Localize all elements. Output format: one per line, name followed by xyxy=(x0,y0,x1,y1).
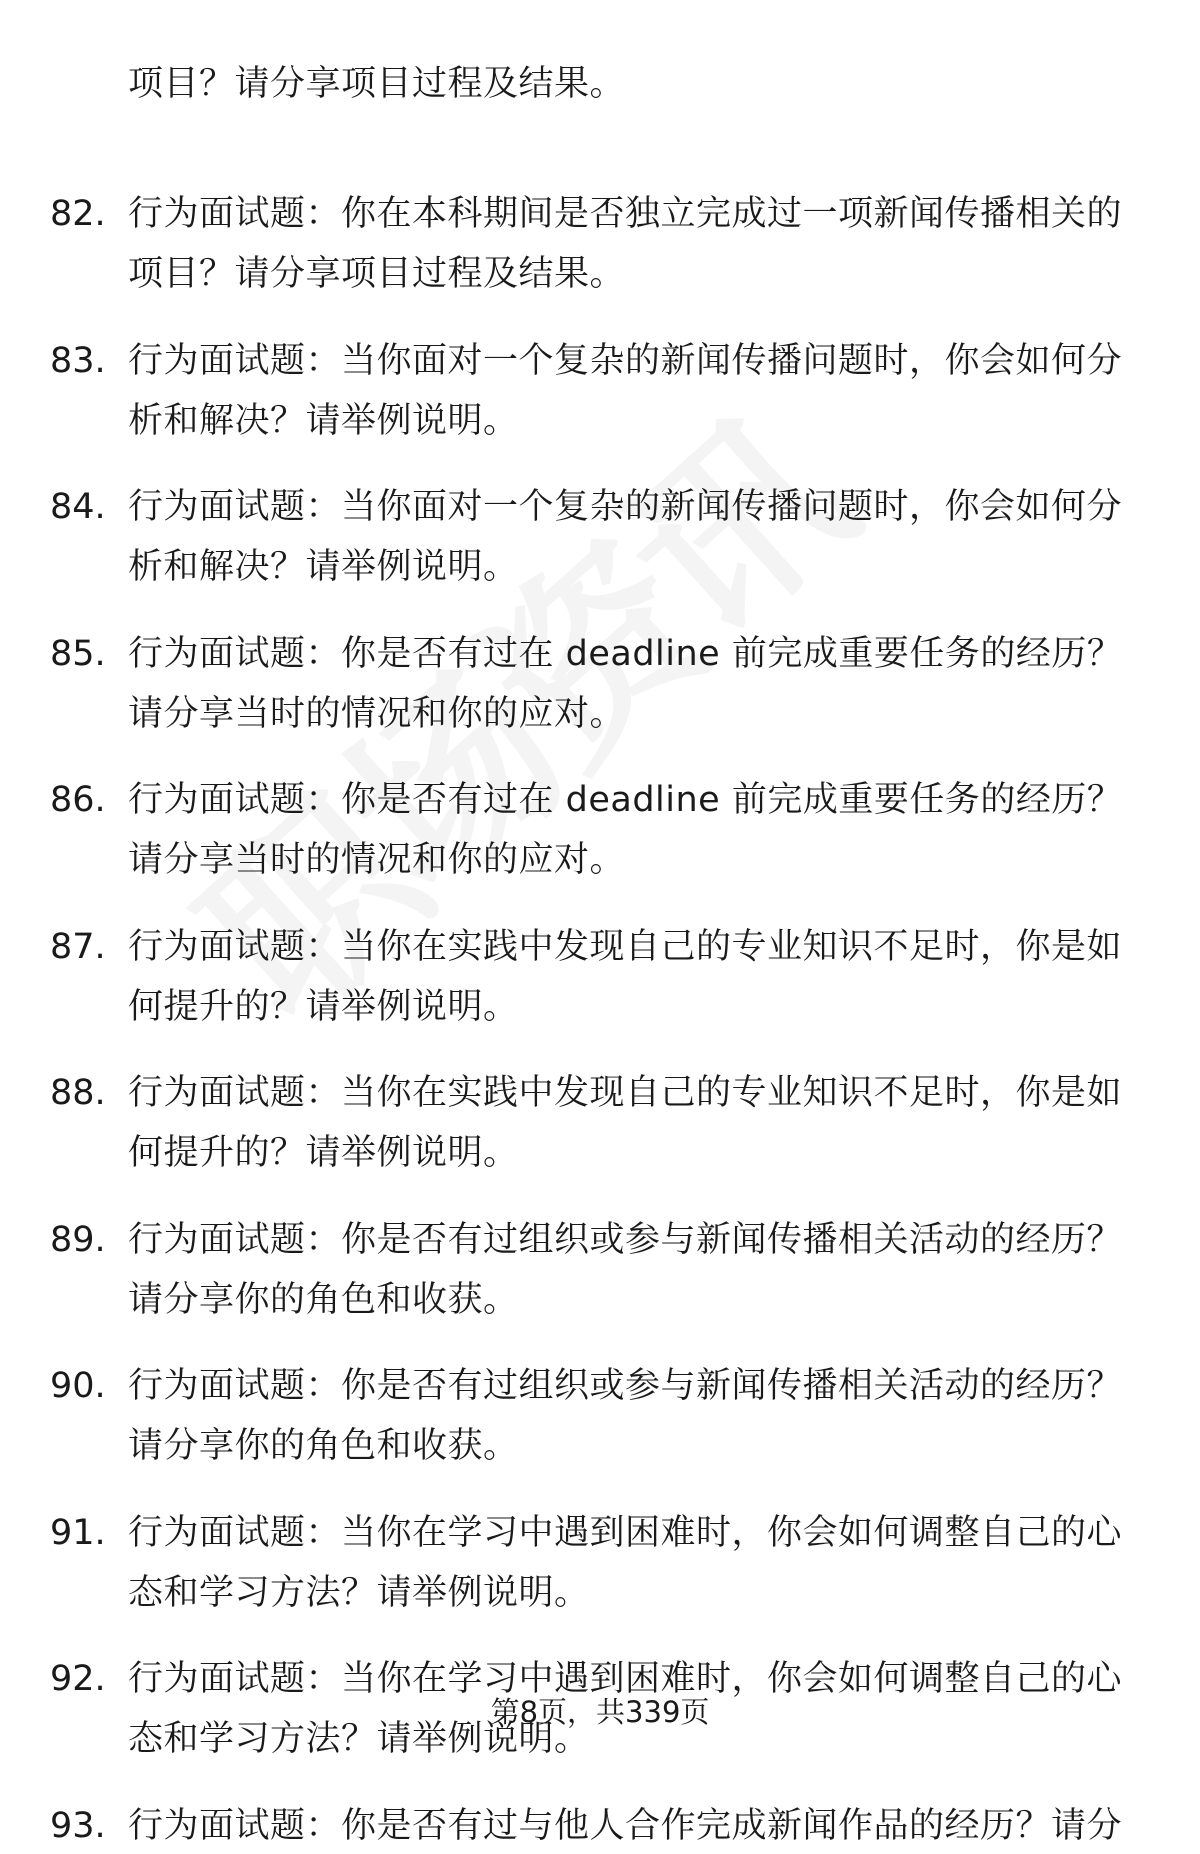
question-text-line2: 项目？请分享项目过程及结果。 xyxy=(128,254,626,294)
question-text-line2: 析和解决？请举例说明。 xyxy=(128,547,519,587)
question-text-line1: 行为面试题：当你在学习中遇到困难时，你会如何调整自己的心 xyxy=(128,1513,1123,1553)
question-number: 89. xyxy=(50,1220,106,1260)
question-number: 82. xyxy=(50,194,106,234)
question-number: 85. xyxy=(50,634,106,674)
question-81-continuation: 项目？请分享项目过程及结果。 xyxy=(128,64,626,104)
question-number: 91. xyxy=(50,1513,106,1553)
question-number: 87. xyxy=(50,927,106,967)
question-text-line1: 行为面试题：当你在实践中发现自己的专业知识不足时，你是如 xyxy=(128,927,1123,967)
question-number: 88. xyxy=(50,1073,106,1113)
question-text-line2: 何提升的？请举例说明。 xyxy=(128,987,519,1027)
question-text-line2: 何提升的？请举例说明。 xyxy=(128,1133,519,1173)
question-text-line2: 态和学习方法？请举例说明。 xyxy=(128,1719,590,1759)
question-text-line2: 请分享你的角色和收获。 xyxy=(128,1426,519,1466)
question-text-line1: 行为面试题：当你面对一个复杂的新闻传播问题时，你会如何分 xyxy=(128,341,1123,381)
question-text-line1: 行为面试题：你是否有过组织或参与新闻传播相关活动的经历？ xyxy=(128,1220,1123,1260)
question-text-line1: 行为面试题：当你面对一个复杂的新闻传播问题时，你会如何分 xyxy=(128,487,1123,527)
question-text-line1: 行为面试题：当你在实践中发现自己的专业知识不足时，你是如 xyxy=(128,1073,1123,1113)
question-number: 93. xyxy=(50,1806,106,1846)
page-footer: 第8页，共339页 xyxy=(490,1695,710,1729)
question-text-line1: 行为面试题：你是否有过在 deadline 前完成重要任务的经历？ xyxy=(128,780,1123,820)
question-text-line1: 行为面试题：你是否有过组织或参与新闻传播相关活动的经历？ xyxy=(128,1366,1123,1406)
question-number: 92. xyxy=(50,1659,106,1699)
question-number: 84. xyxy=(50,487,106,527)
question-text-line2: 态和学习方法？请举例说明。 xyxy=(128,1573,590,1613)
question-number: 86. xyxy=(50,780,106,820)
question-text-line2: 请分享你的角色和收获。 xyxy=(128,1280,519,1320)
question-number: 90. xyxy=(50,1366,106,1406)
question-text-line2: 请分享当时的情况和你的应对。 xyxy=(128,840,626,880)
question-number: 83. xyxy=(50,341,106,381)
question-text-line1: 行为面试题：你是否有过与他人合作完成新闻作品的经历？请分 xyxy=(128,1806,1123,1846)
question-text-line2: 析和解决？请举例说明。 xyxy=(128,401,519,441)
question-text-line1: 行为面试题：你在本科期间是否独立完成过一项新闻传播相关的 xyxy=(128,194,1123,234)
question-text-line2: 请分享当时的情况和你的应对。 xyxy=(128,694,626,734)
question-text-line1: 行为面试题：当你在学习中遇到困难时，你会如何调整自己的心 xyxy=(128,1659,1123,1699)
question-text-line1: 行为面试题：你是否有过在 deadline 前完成重要任务的经历？ xyxy=(128,634,1123,674)
